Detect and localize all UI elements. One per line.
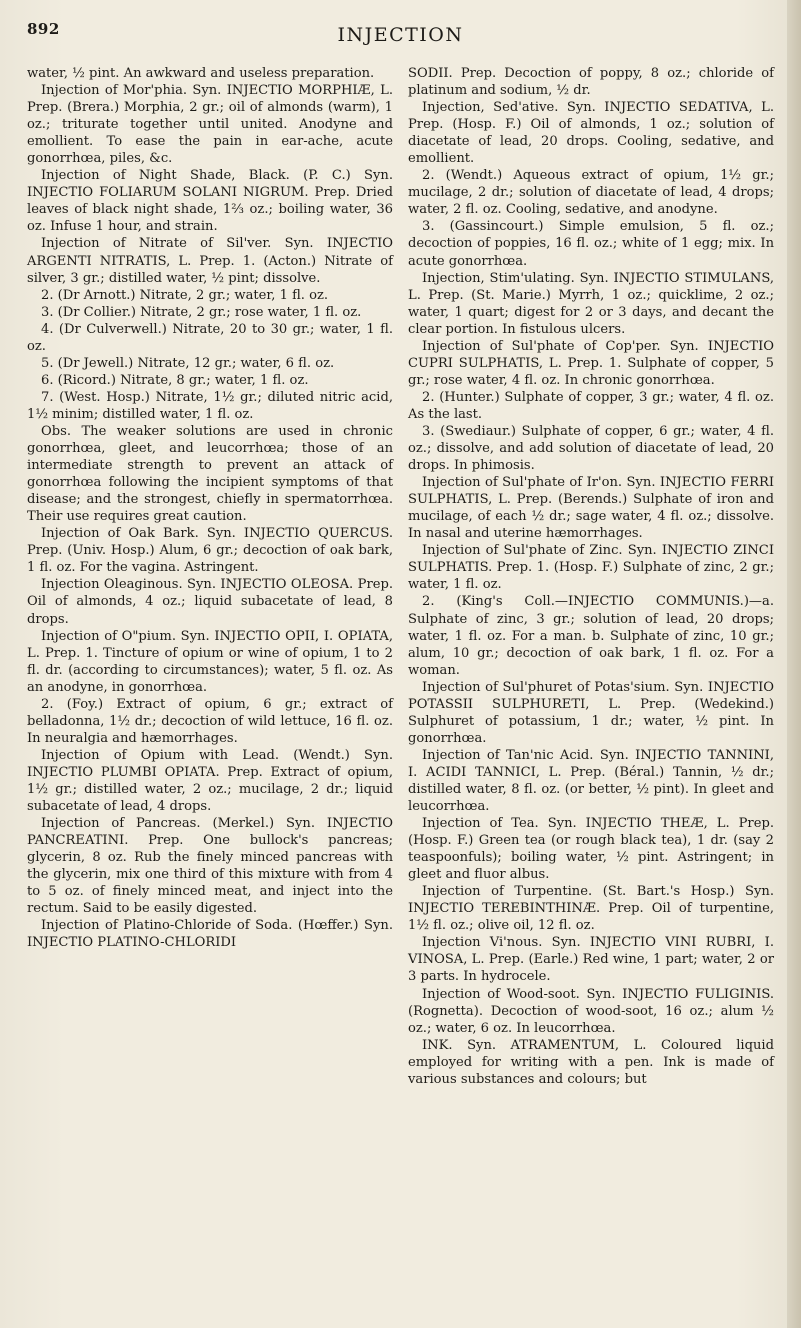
entry-paragraph: 2. (Hunter.) Sulphate of copper, 3 gr.; water, 4 fl. oz. As the last. [408, 389, 774, 422]
entry-paragraph: SODII. Prep. Decoction of poppy, 8 oz.; chloride of platinum and sodium, ½ dr. [408, 66, 774, 99]
entry-paragraph: Obs. The weaker solutions are used in chronic gonorrhœa, gleet, and leucorrhœa; those of an intermediate strength to prevent an attack of gonorrhœa following the incipient symptoms of that disease; and the strongest, chiefly in spermatorrhœa. Their use requires great caution. [27, 423, 393, 525]
entry-paragraph: Injection of Sul'phate of Cop'per. Syn. INJECTIO CUPRI SULPHATIS, L. Prep. 1. Sulphate of copper, 5 gr.; rose water, 4 fl. oz. In chronic gonorrhœa. [408, 338, 774, 388]
entry-paragraph: Injection of Sul'phate of Ir'on. Syn. INJECTIO FERRI SULPHATIS, L. Prep. (Berends.) Sulphate of iron and mucilage, of each ½ dr.; sage water, 4 fl. oz.; dissolve. In nasal and uterine hæmorrhages. [408, 475, 774, 542]
entry-paragraph: Injection of Sul'phuret of Potas'sium. Syn. INJECTIO POTASSII SULPHURETI, L. Prep. (Wedekind.) Sulphuret of potassium, 1 dr.; water, ½ pint. In gonorrhœa. [408, 679, 774, 746]
entry-paragraph: Injection of Pancreas. (Merkel.) Syn. INJECTIO PANCREATINI. Prep. One bullock's pancreas; glycerin, 8 oz. Rub the finely minced pancreas with the glycerin, mix one third of this mixture with from 4 to 5 oz. of finely minced meat, and inject into the rectum. Said to be easily digested. [27, 816, 393, 917]
running-title: INJECTION [337, 24, 464, 46]
entry-paragraph: Injection, Stim'ulating. Syn. INJECTIO STIMULANS, L. Prep. (St. Marie.) Myrrh, 1 oz.; quicklime, 2 oz.; water, 1 quart; digest for 2 or 3 days, and decant the clear portion. In fistulous ulcers. [408, 270, 774, 337]
page-number: 892 [27, 20, 60, 38]
entry-paragraph: water, ½ pint. An awkward and useless preparation. [27, 66, 375, 81]
entry-paragraph: 3. (Dr Collier.) Nitrate, 2 gr.; rose water, 1 fl. oz. [41, 304, 362, 320]
entry-paragraph: Injection of Sul'phate of Zinc. Syn. INJECTIO ZINCI SULPHATIS. Prep. 1. (Hosp. F.) Sulphate of zinc, 2 gr.; water, 1 fl. oz. [408, 543, 774, 593]
left-column [27, 65, 393, 951]
entry-paragraph: Injection of Tan'nic Acid. Syn. INJECTIO TANNINI, I. ACIDI TANNICI, L. Prep. (Béral.) Tannin, ½ dr.; distilled water, 8 fl. oz. (or better, ½ pint). In gleet and leucorrhœa. [408, 747, 774, 815]
entry-paragraph: Injection of Tea. Syn. INJECTIO THEÆ, L. Prep. (Hosp. F.) Green tea (or rough black tea), 1 dr. (say 2 teaspoonfuls); boiling water, ½ pint. Astringent; in gleet and fluor albus. [408, 816, 774, 883]
entry-paragraph: Injection of Night Shade, Black. (P. C.) Syn. INJECTIO FOLIARUM SOLANI NIGRUM. Prep. Dried leaves of black night shade, 1⅔ oz.; boiling water, 36 oz. Infuse 1 hour, and strain. [27, 168, 393, 235]
entry-paragraph: Injection of Oak Bark. Syn. INJECTIO QUERCUS. Prep. (Univ. Hosp.) Alum, 6 gr.; decoction of oak bark, 1 fl. oz. For the vagina. Astringent. [27, 526, 393, 576]
entry-paragraph: Injection of Wood-soot. Syn. INJECTIO FULIGINIS. (Rognetta). Decoction of wood-soot, 16 oz.; alum ½ oz.; water, 6 oz. In leucorrhœa. [408, 986, 774, 1036]
entry-paragraph: Injection Vi'nous. Syn. INJECTIO VINI RUBRI, I. VINOSA, L. Prep. (Earle.) Red wine, 1 part; water, 2 or 3 parts. In hydrocele. [408, 935, 774, 985]
entry-paragraph: 4. (Dr Culverwell.) Nitrate, 20 to 30 gr.; water, 1 fl. oz. [27, 321, 393, 354]
entry-paragraph: 2. (Foy.) Extract of opium, 6 gr.; extract of belladonna, 1½ dr.; decoction of wild lettuce, 16 fl. oz. In neuralgia and hæmorrhages. [27, 696, 393, 746]
entry-paragraph: 2. (Dr Arnott.) Nitrate, 2 gr.; water, 1 fl. oz. [41, 287, 329, 303]
entry-paragraph: 5. (Dr Jewell.) Nitrate, 12 gr.; water, 6 fl. oz. [41, 355, 335, 371]
entry-paragraph: 3. (Gassincourt.) Simple emulsion, 5 fl. oz.; decoction of poppies, 16 fl. oz.; white of 1 egg; mix. In acute gonorrhœa. [408, 219, 774, 269]
entry-paragraph: Injection Oleaginous. Syn. INJECTIO OLEOSA. Prep. Oil of almonds, 4 oz.; liquid subacetate of lead, 8 drops. [27, 577, 393, 627]
entry-paragraph: Injection of Nitrate of Sil'ver. Syn. INJECTIO ARGENTI NITRATIS, L. Prep. 1. (Acton.) Nitrate of silver, 3 gr.; distilled water, ½ pint; dissolve. [27, 236, 393, 286]
page-edge [787, 0, 801, 1328]
entry-paragraph: INK. Syn. ATRAMENTUM, L. Coloured liquid employed for writing with a pen. Ink is made of various substances and colours; but [408, 1037, 774, 1087]
entry-paragraph: 6. (Ricord.) Nitrate, 8 gr.; water, 1 fl. oz. [41, 372, 309, 388]
entry-paragraph: 2. (King's Coll.—INJECTIO COMMUNIS.)—a. Sulphate of zinc, 3 gr.; solution of lead, 20 drops; water, 1 fl. oz. For a man. b. Sulphate of zinc, 10 gr.; alum, 10 gr.; decoction of oak bark, 1 fl. oz. For a woman. [408, 594, 774, 678]
entry-paragraph: Injection of Turpentine. (St. Bart.'s Hosp.) Syn. INJECTIO TEREBINTHINÆ. Prep. Oil of turpentine, 1½ fl. oz.; olive oil, 12 fl. oz. [408, 884, 774, 934]
entry-paragraph: 2. (Wendt.) Aqueous extract of opium, 1½ gr.; mucilage, 2 dr.; solution of diacetate of lead, 4 drops; water, 2 fl. oz. Cooling, sedative, and anodyne. [408, 168, 774, 218]
entry-paragraph: Injection of Platino-Chloride of Soda. (Hœffer.) Syn. INJECTIO PLATINO-CHLORIDI [27, 918, 393, 951]
entry-paragraph: 7. (West. Hosp.) Nitrate, 1½ gr.; diluted nitric acid, 1½ minim; distilled water, 1 fl. oz. [27, 389, 393, 422]
entry-paragraph: Injection of Mor'phia. Syn. INJECTIO MORPHIÆ, L. Prep. (Brera.) Morphia, 2 gr.; oil of almonds (warm), 1 oz.; triturate together until united. Anodyne and emollient. To ease the pain in ear-ache, acute gonorrhœa, piles, &c. [27, 83, 393, 167]
entry-paragraph: Injection, Sed'ative. Syn. INJECTIO SEDATIVA, L. Prep. (Hosp. F.) Oil of almonds, 1 oz.; solution of diacetate of lead, 20 drops. Cooling, sedative, and emollient. [408, 100, 774, 167]
entry-paragraph: Injection of Opium with Lead. (Wendt.) Syn. INJECTIO PLUMBI OPIATA. Prep. Extract of opium, 1½ gr.; distilled water, 2 oz.; mucilage, 2 dr.; liquid subacetate of lead, 4 drops. [27, 747, 393, 815]
right-column [408, 65, 774, 1088]
entry-paragraph: 3. (Swediaur.) Sulphate of copper, 6 gr.; water, 4 fl. oz.; dissolve, and add solution of diacetate of lead, 20 drops. In phimosis. [408, 423, 774, 474]
entry-paragraph: Injection of O"pium. Syn. INJECTIO OPII, I. OPIATA, L. Prep. 1. Tincture of opium or wine of opium, 1 to 2 fl. dr. (according to circumstances); water, 5 fl. oz. As an anodyne, in gonorrhœa. [27, 628, 393, 695]
